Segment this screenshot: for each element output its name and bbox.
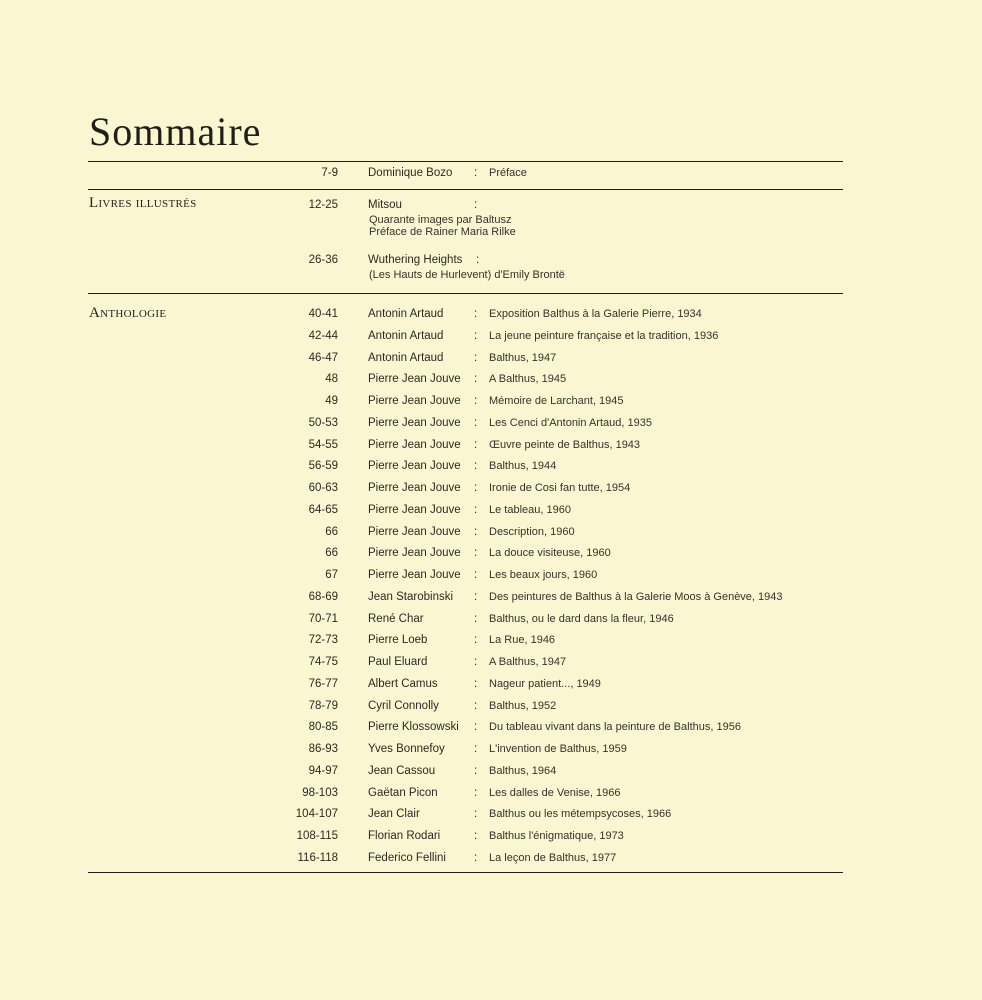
page-range: 78-79 xyxy=(308,699,338,712)
author: Florian Rodari xyxy=(368,830,441,842)
toc-entry[interactable] xyxy=(0,634,982,650)
author: Mitsou xyxy=(368,199,402,211)
toc-entry[interactable] xyxy=(0,254,982,270)
toc-entry[interactable] xyxy=(0,569,982,585)
toc-entry[interactable] xyxy=(0,308,982,324)
separator: : xyxy=(474,438,478,451)
page-range: 46-47 xyxy=(308,351,338,364)
toc-entry[interactable] xyxy=(0,678,982,694)
toc-entry[interactable] xyxy=(0,547,982,563)
entry-subtitle: (Les Hauts de Hurlevent) d'Emily Brontë xyxy=(369,269,565,281)
separator: : xyxy=(474,329,478,342)
entry-title: Le tableau, 1960 xyxy=(489,503,571,516)
author: Pierre Jean Jouve xyxy=(368,503,461,516)
page-range: 60-63 xyxy=(308,482,338,494)
separator: : xyxy=(474,395,478,407)
toc-entry[interactable] xyxy=(0,482,982,498)
entry-title: Description, 1960 xyxy=(489,525,575,538)
divider xyxy=(88,872,843,873)
page-range: 104-107 xyxy=(295,808,338,821)
entry-title: Balthus, 1952 xyxy=(489,699,557,712)
separator: : xyxy=(474,764,478,777)
page-range: 64-65 xyxy=(308,503,338,516)
page-range: 86-93 xyxy=(308,743,338,755)
toc-entry[interactable] xyxy=(0,743,982,759)
entry-title: Balthus, 1964 xyxy=(489,764,557,777)
entry-title: Exposition Balthus à la Galerie Pierre, 1934 xyxy=(489,308,702,320)
toc-entry-preface[interactable] xyxy=(0,167,982,183)
page-range: 94-97 xyxy=(308,764,338,777)
author: Pierre Jean Jouve xyxy=(368,569,461,581)
page-range: 7-9 xyxy=(321,167,338,179)
author: Pierre Jean Jouve xyxy=(368,373,461,386)
separator: : xyxy=(474,351,478,364)
page-range: 66 xyxy=(325,547,338,560)
entry-subtitle: Quarante images par Baltusz xyxy=(369,214,512,226)
author: Pierre Jean Jouve xyxy=(368,547,461,560)
toc-entry[interactable] xyxy=(0,373,982,389)
page-range: 98-103 xyxy=(302,786,338,799)
separator: : xyxy=(474,830,478,842)
author: René Char xyxy=(368,612,424,625)
page-range: 74-75 xyxy=(308,656,338,668)
author: Antonin Artaud xyxy=(368,329,444,342)
divider xyxy=(88,189,843,190)
page-range: 42-44 xyxy=(308,329,338,342)
author: Pierre Jean Jouve xyxy=(368,395,461,407)
author: Pierre Jean Jouve xyxy=(368,438,461,451)
toc-entry[interactable] xyxy=(0,395,982,411)
author: Jean Clair xyxy=(368,808,420,821)
entry-title: Du tableau vivant dans la peinture de Balthus, 1956 xyxy=(489,721,741,734)
separator: : xyxy=(474,416,478,429)
separator: : xyxy=(474,656,478,668)
toc-entry[interactable] xyxy=(0,199,982,215)
page-range: 54-55 xyxy=(308,438,338,451)
page-range: 72-73 xyxy=(308,634,338,647)
page-range: 76-77 xyxy=(308,677,338,690)
author: Pierre Jean Jouve xyxy=(368,416,461,429)
toc-entry[interactable] xyxy=(0,330,982,346)
separator: : xyxy=(474,167,478,179)
page-range: 49 xyxy=(325,395,338,407)
entry-title: Balthus ou les métempsycoses, 1966 xyxy=(489,808,672,821)
entry-title: La Rue, 1946 xyxy=(489,634,556,647)
page-range: 116-118 xyxy=(297,851,338,864)
toc-entry[interactable] xyxy=(0,417,982,433)
separator: : xyxy=(474,612,478,625)
toc-entry[interactable] xyxy=(0,504,982,520)
entry-title: Les beaux jours, 1960 xyxy=(489,569,598,581)
page-range: 68-69 xyxy=(308,590,338,603)
entry-title: Mémoire de Larchant, 1945 xyxy=(489,395,624,407)
toc-entry[interactable] xyxy=(0,656,982,672)
separator: : xyxy=(476,254,480,266)
page-range: 108-115 xyxy=(296,830,338,842)
author: Albert Camus xyxy=(368,677,438,690)
separator: : xyxy=(474,851,478,864)
page-range: 80-85 xyxy=(308,721,338,734)
toc-entry[interactable] xyxy=(0,460,982,476)
section-label-anthologie: Anthologie xyxy=(89,305,167,321)
entry-title: Nageur patient..., 1949 xyxy=(489,677,601,690)
page-title: Sommaire xyxy=(89,109,262,154)
toc-entry[interactable] xyxy=(0,830,982,846)
page-range: 50-53 xyxy=(308,416,338,429)
entry-title: L'invention de Balthus, 1959 xyxy=(489,743,627,755)
entry-title: Œuvre peinte de Balthus, 1943 xyxy=(489,438,641,451)
toc-entry[interactable] xyxy=(0,613,982,629)
toc-entry[interactable] xyxy=(0,526,982,542)
entry-title: La douce visiteuse, 1960 xyxy=(489,547,611,560)
author: Yves Bonnefoy xyxy=(368,743,445,755)
separator: : xyxy=(474,547,478,560)
author: Gaëtan Picon xyxy=(368,786,438,799)
author: Pierre Jean Jouve xyxy=(368,482,461,494)
toc-entry[interactable] xyxy=(0,352,982,368)
page-range: 40-41 xyxy=(308,308,338,320)
author: Paul Eluard xyxy=(368,656,428,668)
author: Pierre Klossowski xyxy=(368,721,459,734)
entry-subtitle: Préface de Rainer Maria Rilke xyxy=(369,226,516,238)
separator: : xyxy=(474,699,478,712)
separator: : xyxy=(474,634,478,647)
separator: : xyxy=(474,482,478,494)
entry-title: Les dalles de Venise, 1966 xyxy=(489,786,621,799)
entry-title: Balthus l'énigmatique, 1973 xyxy=(489,830,624,842)
separator: : xyxy=(474,808,478,821)
separator: : xyxy=(474,525,478,538)
toc-entry[interactable] xyxy=(0,591,982,607)
separator: : xyxy=(474,677,478,690)
entry-title: Les Cenci d'Antonin Artaud, 1935 xyxy=(489,416,652,429)
entry-title: Préface xyxy=(489,167,527,179)
entry-title: A Balthus, 1947 xyxy=(489,656,567,668)
separator: : xyxy=(474,308,478,320)
author: Pierre Jean Jouve xyxy=(368,460,461,473)
page-range: 56-59 xyxy=(308,460,338,473)
page-range: 48 xyxy=(325,373,338,386)
entry-title: Balthus, ou le dard dans la fleur, 1946 xyxy=(489,612,674,625)
entry-title: La jeune peinture française et la tradition, 1936 xyxy=(489,329,719,342)
separator: : xyxy=(474,569,478,581)
page-range: 70-71 xyxy=(308,612,338,625)
toc-entry[interactable] xyxy=(0,808,982,824)
author: Federico Fellini xyxy=(368,851,446,864)
divider xyxy=(88,161,843,162)
author: Pierre Jean Jouve xyxy=(368,525,461,538)
separator: : xyxy=(474,590,478,603)
divider xyxy=(88,293,843,294)
entry-title: Balthus, 1944 xyxy=(489,460,557,473)
separator: : xyxy=(474,373,478,386)
toc-entry[interactable] xyxy=(0,852,982,868)
entry-title: A Balthus, 1945 xyxy=(489,373,567,386)
author: Antonin Artaud xyxy=(368,308,444,320)
separator: : xyxy=(474,199,478,211)
entry-title: La leçon de Balthus, 1977 xyxy=(489,851,617,864)
page-range: 12-25 xyxy=(308,199,338,211)
separator: : xyxy=(474,786,478,799)
entry-title: Balthus, 1947 xyxy=(489,351,557,364)
toc-entry[interactable] xyxy=(0,765,982,781)
author: Pierre Loeb xyxy=(368,634,428,647)
toc-entry[interactable] xyxy=(0,787,982,803)
toc-entry[interactable] xyxy=(0,700,982,716)
page-range: 26-36 xyxy=(308,254,338,266)
separator: : xyxy=(474,743,478,755)
entry-title: Ironie de Cosi fan tutte, 1954 xyxy=(489,482,631,494)
separator: : xyxy=(474,503,478,516)
separator: : xyxy=(474,460,478,473)
section-label-livres-illustres: Livres illustrés xyxy=(89,195,197,211)
author: Cyril Connolly xyxy=(368,699,439,712)
toc-entry[interactable] xyxy=(0,439,982,455)
author: Wuthering Heights xyxy=(368,254,463,266)
entry-title: Des peintures de Balthus à la Galerie Moos à Genève, 1943 xyxy=(489,590,783,603)
author: Jean Starobinski xyxy=(368,590,454,603)
author: Antonin Artaud xyxy=(368,351,444,364)
separator: : xyxy=(474,721,478,734)
page-range: 66 xyxy=(325,525,338,538)
toc-entry[interactable] xyxy=(0,721,982,737)
author: Dominique Bozo xyxy=(368,167,453,179)
author: Jean Cassou xyxy=(368,764,436,777)
page-range: 67 xyxy=(325,569,338,581)
